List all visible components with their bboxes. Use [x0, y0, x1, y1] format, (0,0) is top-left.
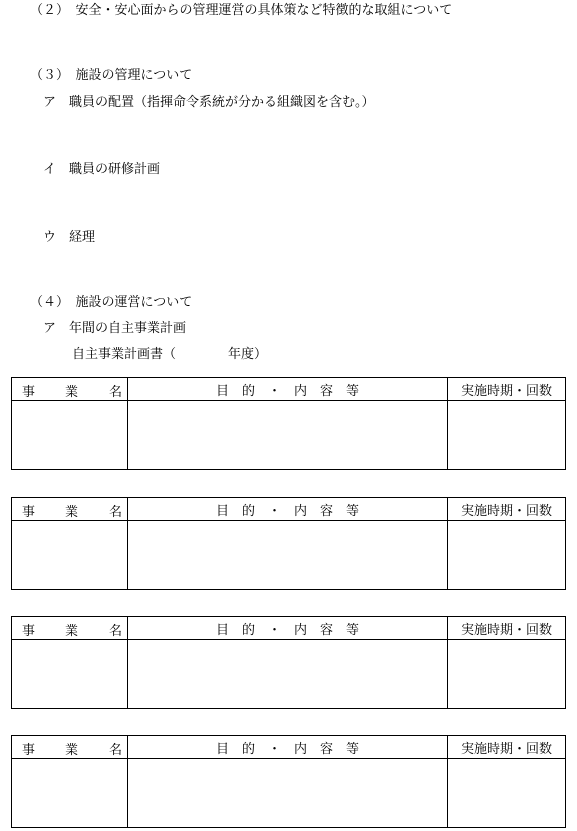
header-purpose-content: 目 的 ・ 内 容 等: [128, 378, 448, 401]
header-event-name: 事 業 名: [12, 617, 128, 640]
period-cell[interactable]: [448, 759, 566, 828]
section-3-a-staff-placement: ア 職員の配置（指揮命令系統が分かる組織図を含む。）: [43, 95, 375, 110]
header-purpose-content: 目 的 ・ 内 容 等: [128, 617, 448, 640]
section-4-a-annual-plan: ア 年間の自主事業計画: [43, 321, 187, 336]
purpose-cell[interactable]: [128, 521, 448, 590]
header-purpose-content: 目 的 ・ 内 容 等: [128, 736, 448, 759]
period-cell[interactable]: [448, 640, 566, 709]
header-event-name: 事 業 名: [12, 378, 128, 401]
event-plan-table-1: [11, 377, 566, 470]
event-plan-table-2: [11, 497, 566, 590]
section-3-u-accounting: ウ 経理: [43, 230, 96, 245]
section-3-i-training-plan: イ 職員の研修計画: [43, 162, 161, 177]
event-plan-table-3: [11, 616, 566, 709]
purpose-cell[interactable]: [128, 759, 448, 828]
section-3-heading: （３） 施設の管理について: [30, 68, 193, 83]
event-name-cell[interactable]: [12, 759, 128, 828]
period-cell[interactable]: [448, 401, 566, 470]
period-cell[interactable]: [448, 521, 566, 590]
event-name-cell[interactable]: [12, 401, 128, 470]
header-period-count: 実施時期・回数: [448, 617, 566, 640]
section-4-heading: （４） 施設の運営について: [30, 295, 193, 310]
header-event-name: 事 業 名: [12, 736, 128, 759]
header-event-name: 事 業 名: [12, 498, 128, 521]
header-period-count: 実施時期・回数: [448, 498, 566, 521]
plan-document-title: 自主事業計画書（ 年度）: [72, 347, 268, 362]
purpose-cell[interactable]: [128, 401, 448, 470]
event-name-cell[interactable]: [12, 640, 128, 709]
header-period-count: 実施時期・回数: [448, 378, 566, 401]
section-2-heading: （２） 安全・安心面からの管理運営の具体策など特徴的な取組について: [30, 3, 453, 18]
header-period-count: 実施時期・回数: [448, 736, 566, 759]
event-plan-table-4: [11, 735, 566, 828]
purpose-cell[interactable]: [128, 640, 448, 709]
header-purpose-content: 目 的 ・ 内 容 等: [128, 498, 448, 521]
event-name-cell[interactable]: [12, 521, 128, 590]
